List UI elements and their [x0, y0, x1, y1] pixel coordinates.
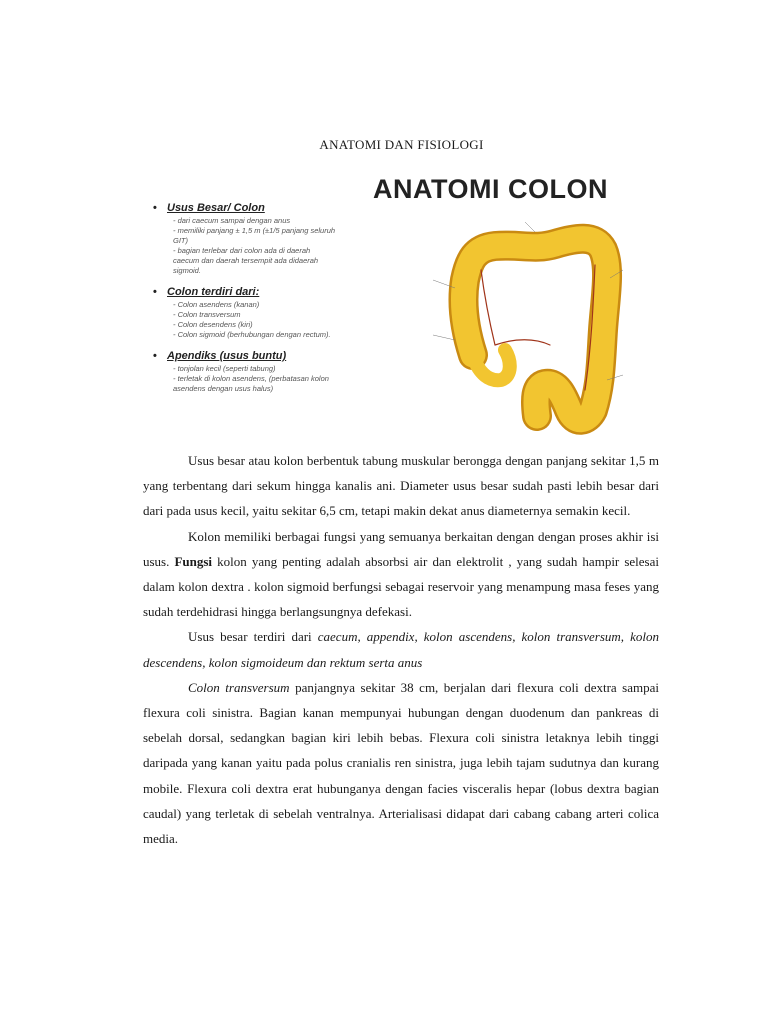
note-line: - memiliki panjang ± 1,5 m (±1/5 panjang seluruh: [173, 226, 336, 235]
note-line: - terletak di kolon asendens, (perbatasan kolon: [173, 374, 329, 383]
paragraph-1: Usus besar atau kolon berbentuk tabung muskular berongga dengan panjang sekitar 1,5 m yang terbentang dari sekum hingga kanalis ani. Diameter usus besar sudah pasti lebih besar dari dari pada usus kecil, yaitu sekitar 6,5 cm, tetapi makin dekat anus diameternya semakin kecil.: [143, 453, 659, 519]
note-group-parts: [153, 286, 423, 340]
italic-term: Colon transversum: [188, 679, 290, 695]
cecum-pouch: [473, 350, 510, 380]
bullet-icon: •: [153, 286, 157, 298]
note-line: - tonjolan kecil (seperti tabung): [173, 364, 276, 373]
figure-title: ANATOMI COLON: [373, 174, 608, 204]
italic-terms: caecum, appendix, kolon ascendens, kolon transversum, kolon descendens, kolon sigmoideum dan rektum serta anus: [143, 629, 659, 670]
note-line: - Colon transversum: [173, 310, 241, 319]
bold-term: Fungsi: [174, 553, 213, 569]
leader-line: [433, 335, 455, 340]
note-heading: Apendiks (usus buntu): [167, 350, 287, 362]
anatomy-figure: [145, 172, 629, 440]
paragraph-4: Colon transversum panjangnya sekitar 38 cm, berjalan dari flexura coli dextra sampai flexura coli sinistra. Bagian kanan mempunyai hubungan dengan duodenum dan pankreas di sebelah dorsal, sedangkan bagian kiri lebih bebas. Flexura coli sinistra letaknya lebih tinggi daripada yang kanan yaitu pada polus cranialis ren sinistra, juga lebih tajam sudutnya dan kurang mobile. Flexura coli dextra erat hubunganya dengan facies visceralis hepar (lobus dextra bagian caudal) yang terletak di sebelah ventralnya. Arterialisasi didapat dari cabang cabang arteri colica media.: [143, 679, 660, 847]
note-heading: Usus Besar/ Colon: [167, 202, 265, 214]
note-line: - bagian terlebar dari colon ada di daerah: [173, 246, 311, 255]
note-line: GIT): [173, 236, 188, 245]
note-line: asendens dengan usus halus): [173, 384, 274, 393]
bullet-icon: •: [153, 202, 157, 214]
page-title: ANATOMI DAN FISIOLOGI: [319, 137, 484, 152]
bullet-icon: •: [153, 350, 157, 362]
note-group-colon: [153, 202, 423, 276]
note-line: - Colon desendens (kiri): [173, 320, 253, 329]
leader-line: [525, 222, 535, 232]
paragraph-3: Usus besar terdiri dari caecum, appendix, kolon ascendens, kolon transversum, kolon descendens, kolon sigmoideum dan rektum serta anus: [143, 629, 659, 670]
colon-illustration: [425, 210, 625, 438]
note-line: - Colon asendens (kanan): [173, 300, 260, 309]
paragraph-2: Kolon memiliki berbagai fungsi yang semuanya berkaitan dengan dengan proses akhir isi usus. Fungsi kolon yang penting adalah absorbsi air dan elektrolit , yang sudah hampir selesai dalam kolon dextra . kolon sigmoid berfungsi sebagai reservoir yang menampung masa feses yang sudah terdehidrasi hingga berlangsungnya defekasi.: [143, 528, 659, 620]
note-heading: Colon terdiri dari:: [167, 286, 260, 298]
note-line: - Colon sigmoid (berhubungan dengan rectum).: [173, 330, 331, 339]
colon-shape: [463, 239, 607, 420]
figure-notes: [153, 202, 423, 404]
note-line: sigmoid.: [173, 266, 201, 275]
note-group-appendix: [153, 350, 423, 394]
document-body: [143, 448, 659, 851]
note-line: caecum dan daerah tersempit ada didaerah: [173, 256, 319, 265]
note-line: - dari caecum sampai dengan anus: [173, 216, 291, 225]
